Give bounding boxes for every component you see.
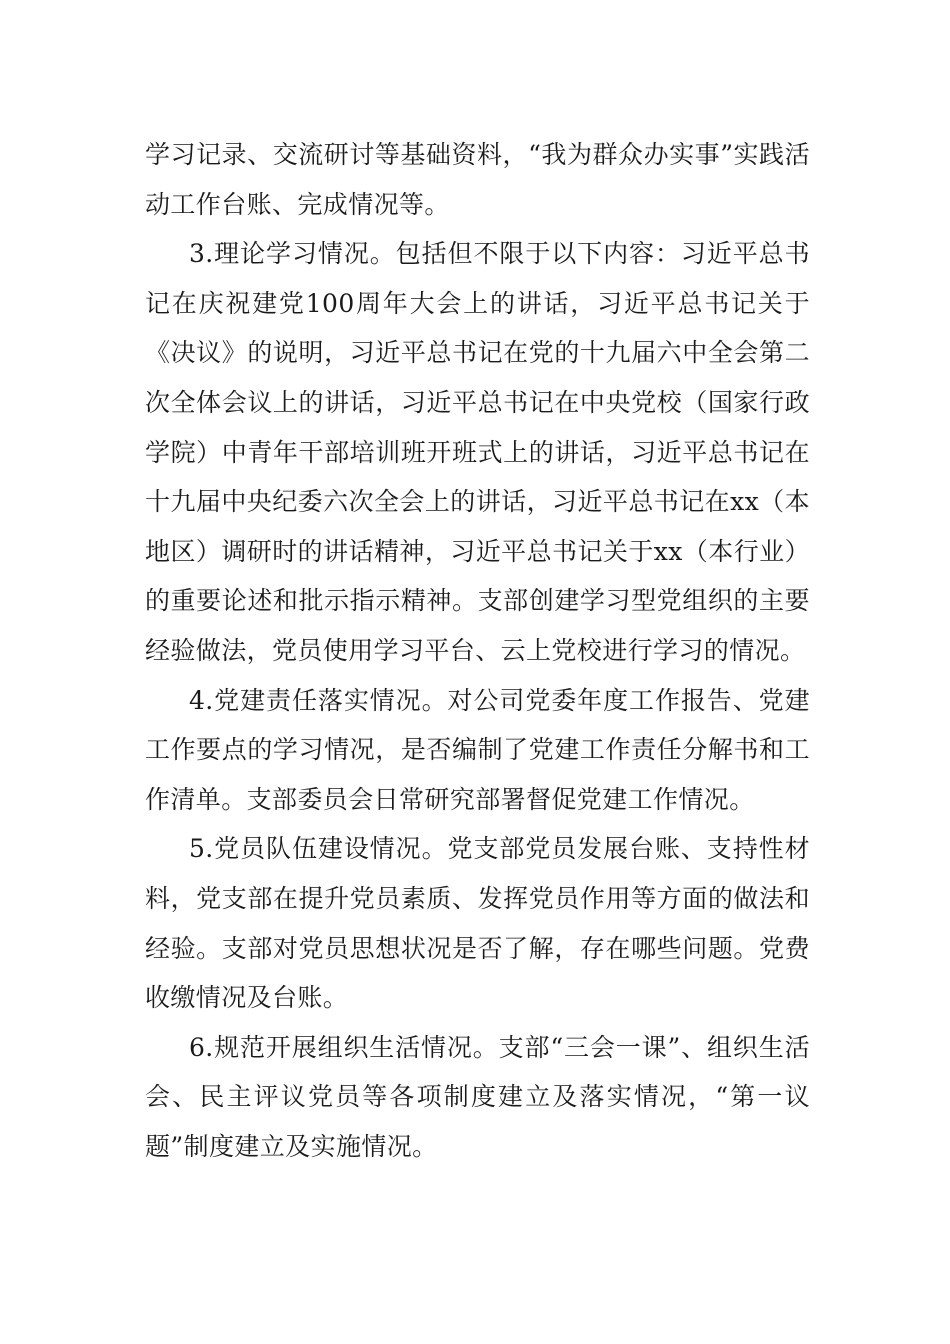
paragraph-continuation: 学习记录、交流研讨等基础资料，“我为群众办实事”实践活动工作台账、完成情况等。	[145, 140, 810, 219]
paragraph-organization-life: 6.规范开展组织生活情况。支部“三会一课”、组织生活会、民主评议党员等各项制度建立及落实情况，“第一议题”制度建立及实施情况。	[145, 1032, 810, 1161]
paragraph-theory-study: 3.理论学习情况。包括但不限于以下内容：习近平总书记在庆祝建党100周年大会上的讲话，习近平总书记关于《决议》的说明，习近平总书记在党的十九届六中全会第二次全体会议上的讲话，习近平总书记在中央党校（国家行政学院）中青年干部培训班开班式上的讲话，习近平总书记在十九届中央纪委六次全会上的讲话，习近平总书记在xx（本地区）调研时的讲话精神，习近平总书记关于xx（本行业）的重要论述和批示指示精神。支部创建学习型党组织的主要经验做法，党员使用学习平台、云上党校进行学习的情况。	[145, 239, 810, 665]
paragraph-responsibility: 4.党建责任落实情况。对公司党委年度工作报告、党建工作要点的学习情况，是否编制了党建工作责任分解书和工作清单。支部委员会日常研究部署督促党建工作情况。	[145, 685, 810, 814]
paragraph-team-building: 5.党员队伍建设情况。党支部党员发展台账、支持性材料，党支部在提升党员素质、发挥党员作用等方面的做法和经验。支部对党员思想状况是否了解，存在哪些问题。党费收缴情况及台账。	[145, 834, 810, 1013]
document-body	[145, 130, 810, 1171]
